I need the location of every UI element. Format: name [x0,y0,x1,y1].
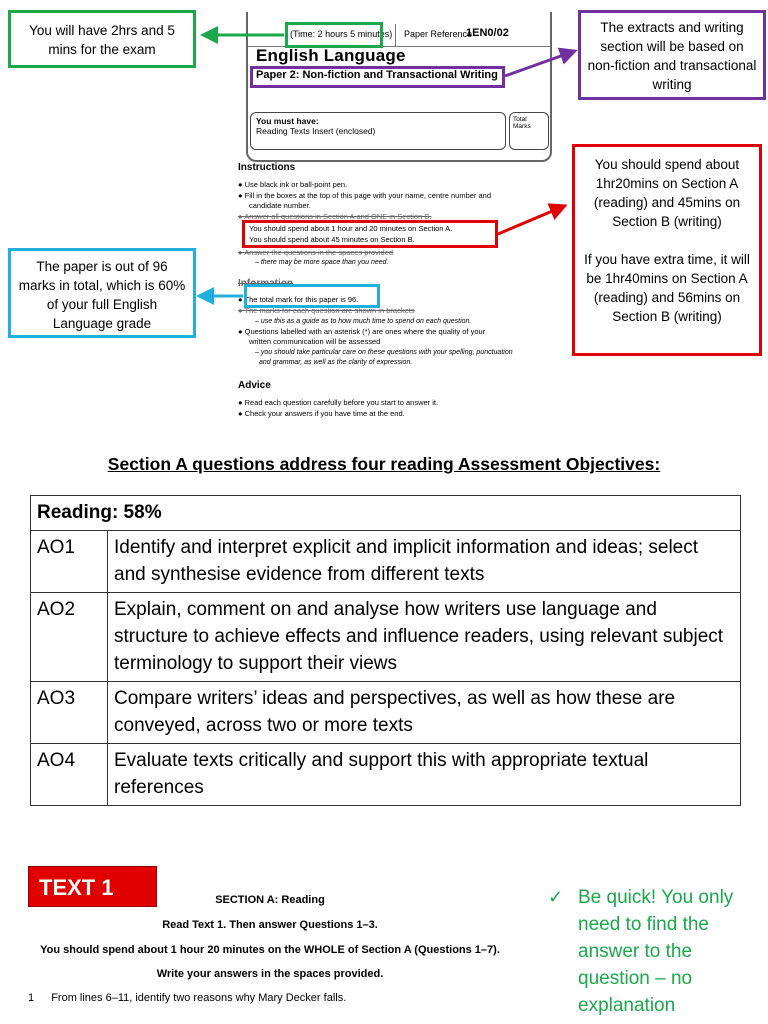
advice-line: ● Check your answers if you have time at the end. [238,409,405,418]
section-a-title: SECTION A: Reading [215,894,325,906]
table-row [31,744,741,806]
ao-code: AO1 [31,531,108,593]
section-heading: Section A questions address four reading Assessment Objectives: [107,454,661,474]
callout-timing-main: You should spend about 1hr20mins on Section A (reading) and 45mins on Section B (writing) [593,157,741,229]
instructions-heading: Instructions [238,162,296,173]
assessment-objectives-table [30,495,741,806]
ao-code: AO4 [31,744,108,806]
instruction-line: candidate number. [249,201,311,210]
instruction-line: You should spend about 1 hour and 20 minutes on Section A. [249,224,453,233]
table-row [31,531,741,593]
purple-arrow [505,52,572,76]
ao-description: Compare writers’ ideas and perspectives, as well as how these are conveyed, across two or more texts [108,682,741,744]
must-have-heading: You must have: [256,116,319,126]
instruction-line: ● Answer all questions in Section A and ONE in Section B. [238,212,432,221]
checkmark-icon: ✓ [548,887,564,907]
total-marks-label: Total Marks [513,116,531,130]
ao-code: AO3 [31,682,108,744]
instruction-line: ● Use black ink or ball-point pen. [238,180,348,189]
tip-text: Be quick! You only need to find the answer to the question – no explanation [578,887,734,1016]
information-sub-line: – use this as a guide as to how much time to spend on each question. [255,318,472,325]
callout-total-marks: The paper is out of 96 marks in total, which is 60% of your full English Language grade [8,248,196,338]
callout-timing-extra: If you have extra time, it will be 1hr40mins on Section A (reading) and 56mins on Section B (writing) [584,252,750,324]
table-header: Reading: 58% [31,496,741,531]
question-text: From lines 6–11, identify two reasons why Mary Decker falls. [51,992,347,1004]
reference-label: Paper Reference [404,29,473,39]
callout-exam-time: You will have 2hrs and 5 mins for the exam [8,10,196,68]
callout-paper-content: The extracts and writing section will be based on non-fiction and transactional writing [578,10,766,100]
information-sub-line: – you should take particular care on these questions with your spelling, punctuation [255,349,513,356]
spend-instruction: You should spend about 1 hour 20 minutes on the WHOLE of Section A (Questions 1–7). [40,944,500,956]
ao-description: Explain, comment on and analyse how writers use language and structure to achieve effects and influence readers, using relevant subject terminology to support their views [108,593,741,682]
advice-heading: Advice [238,380,271,391]
information-line: written communication will be assessed [249,337,381,346]
question-1 [28,992,346,1004]
advice-line: ● Read each question carefully before you start to answer it. [238,398,439,407]
table-row [31,593,741,682]
paper-title: Paper 2: Non-fiction and Transactional Writing [256,69,498,81]
table-row [31,682,741,744]
instruction-line: You should spend about 45 minutes on Section B. [249,235,415,244]
must-have-item: Reading Texts Insert (enclosed) [256,126,376,136]
subject-title: English Language [256,46,406,65]
time-label: (Time: 2 hours 5 minutes) [290,29,393,39]
ao-code: AO2 [31,593,108,682]
instruction-line: ● Answer the questions in the spaces provided [238,248,394,257]
information-line: ● Questions labelled with an asterisk (*) are ones where the quality of your [238,327,486,336]
information-line: ● The total mark for this paper is 96. [238,295,359,304]
read-instruction: Read Text 1. Then answer Questions 1–3. [162,919,378,931]
text1-badge: TEXT 1 [28,866,157,907]
callout-timing [572,144,762,356]
ao-description: Evaluate texts critically and support this with appropriate textual references [108,744,741,806]
ao-description: Identify and interpret explicit and implicit information and ideas; select and synthesise evidence from different texts [108,531,741,593]
table-header-row [31,496,741,531]
information-heading: Information [238,278,293,289]
write-instruction: Write your answers in the spaces provided. [156,968,384,980]
information-line: ● The marks for each question are shown in brackets [238,306,415,315]
red-arrow [498,207,562,234]
reference-code: 1EN0/02 [466,27,509,39]
information-sub-line: and grammar, as well as the clarity of expression. [259,359,413,366]
question-number: 1 [28,992,35,1004]
instruction-line: ● Fill in the boxes at the top of this page with your name, centre number and [238,191,492,200]
instruction-sub-line: – there may be more space than you need. [255,259,389,266]
